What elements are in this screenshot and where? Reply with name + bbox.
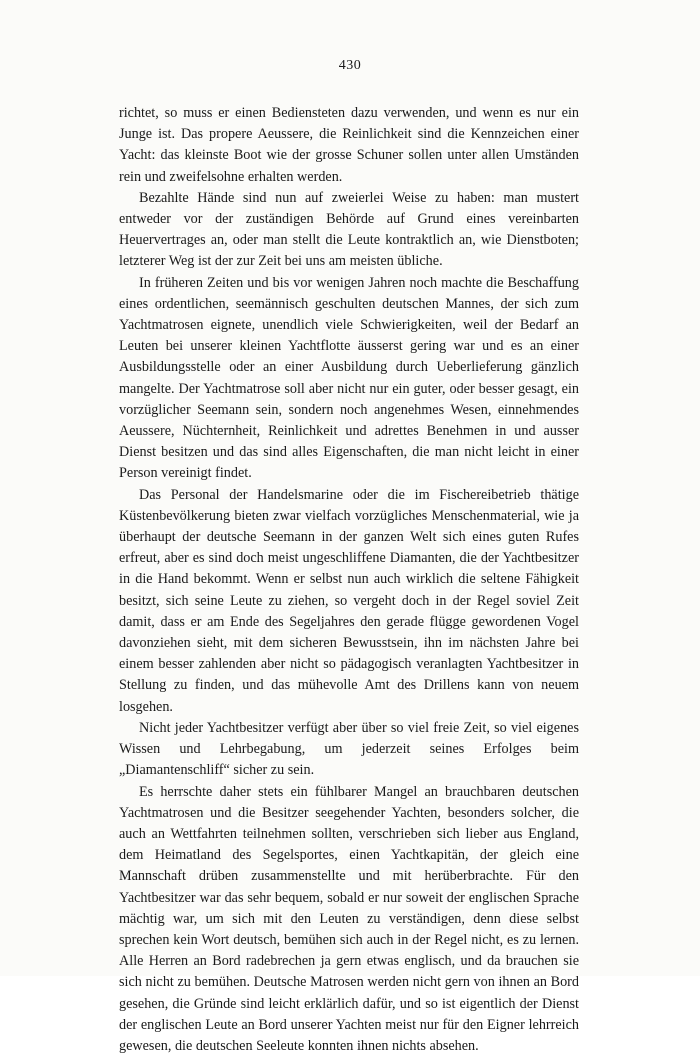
paragraph-5: Nicht jeder Yachtbesitzer verfügt aber über so viel freie Zeit, so viel eigenes Wissen und Lehrbegabung, um jederzeit seines Erfolges beim „Diamantenschliff“ sicher zu sein. bbox=[119, 718, 579, 782]
paragraph-4: Das Personal der Handelsmarine oder die im Fischereibetrieb thätige Küstenbevölkerung bieten zwar vielfach vorzügliches Menschenmaterial, wie ja überhaupt der deutsche Seemann in der ganzen Welt sich eines guten Rufes erfreut, aber es sind doch meist ungeschliffene Diamanten, die der Yachtbesitzer in die Hand bekommt. Wenn er selbst nun auch wirklich die seltene Fähigkeit besitzt, sich seine Leute zu ziehen, so vergeht doch in der Regel soviel Zeit damit, dass er am Ende des Segeljahres den gerade flügge gewordenen Vogel davonziehen sieht, mit dem sicheren Bewusstsein, ihn im nächsten Jahre bei einem besser zahlenden aber nicht so pädagogisch veranlagten Yachtbesitzer in Stellung zu finden, und das mühevolle Amt des Drillens kann von neuem losgehen. bbox=[119, 485, 579, 718]
paragraph-1: richtet, so muss er einen Bediensteten dazu verwenden, und wenn es nur ein Junge ist. Das propere Aeussere, die Reinlichkeit sind die Kennzeichen einer Yacht: das kleinste Boot wie der grosse Schuner sollen unter allen Umständen rein und zweifelsohne erhalten werden. bbox=[119, 103, 579, 188]
paragraph-3: In früheren Zeiten und bis vor wenigen Jahren noch machte die Beschaffung eines ordentlichen, seemännisch geschulten deutschen Mannes, der sich zum Yachtmatrosen eignete, unendlich viele Schwierigkeiten, weil der Bedarf an Leuten bei unserer kleinen Yachtflotte äusserst gering war und es an einer Ausbildungsstelle oder an einer Ausbildung durch Ueberlieferung gänzlich mangelte. Der Yachtmatrose soll aber nicht nur ein guter, oder besser gesagt, ein vorzüglicher Seemann sein, sondern noch angenehmes Wesen, einnehmendes Aeussere, Nüchternheit, Reinlichkeit und adrettes Benehmen in und ausser Dienst besitzen und das sind alles Eigenschaften, die man nicht leicht in einer Person vereinigt findet. bbox=[119, 273, 579, 485]
body-text bbox=[119, 103, 579, 1057]
page-number: 430 bbox=[0, 58, 700, 74]
paragraph-6: Es herrschte daher stets ein fühlbarer Mangel an brauchbaren deutschen Yachtmatrosen und die Besitzer seegehender Yachten, besonders solcher, die auch an Wettfahrten teilnehmen sollten, verschrieben sich lieber aus England, dem Heimatland des Segelsportes, einen Yachtkapitän, der gleich eine Mannschaft drüben zusammenstellte und mit herüberbrachte. Für den Yachtbesitzer war das sehr bequem, sobald er nur soweit der englischen Sprache mächtig war, um sich mit den Leuten zu verständigen, denn diese selbst sprechen kein Wort deutsch, bemühen sich auch in der Regel nicht, es zu lernen. Alle Herren an Bord radebrechen ja gern etwas englisch, und da brauchen sie sich nicht zu bemühen. Deutsche Matrosen werden nicht gern von ihnen an Bord gesehen, die Gründe sind leicht erklärlich dafür, und so ist eigentlich der Dienst der englischen Leute an Bord unserer Yachten meist nur für den Eigner lehrreich gewesen, die deutschen Seeleute konnten ihnen nichts absehen. bbox=[119, 782, 579, 1057]
paragraph-2: Bezahlte Hände sind nun auf zweierlei Weise zu haben: man mustert entweder vor der zuständigen Behörde auf Grund eines vereinbarten Heuervertrages an, oder man stellt die Leute kontraktlich an, wie Dienstboten; letzterer Weg ist der zur Zeit bei uns am meisten übliche. bbox=[119, 188, 579, 273]
